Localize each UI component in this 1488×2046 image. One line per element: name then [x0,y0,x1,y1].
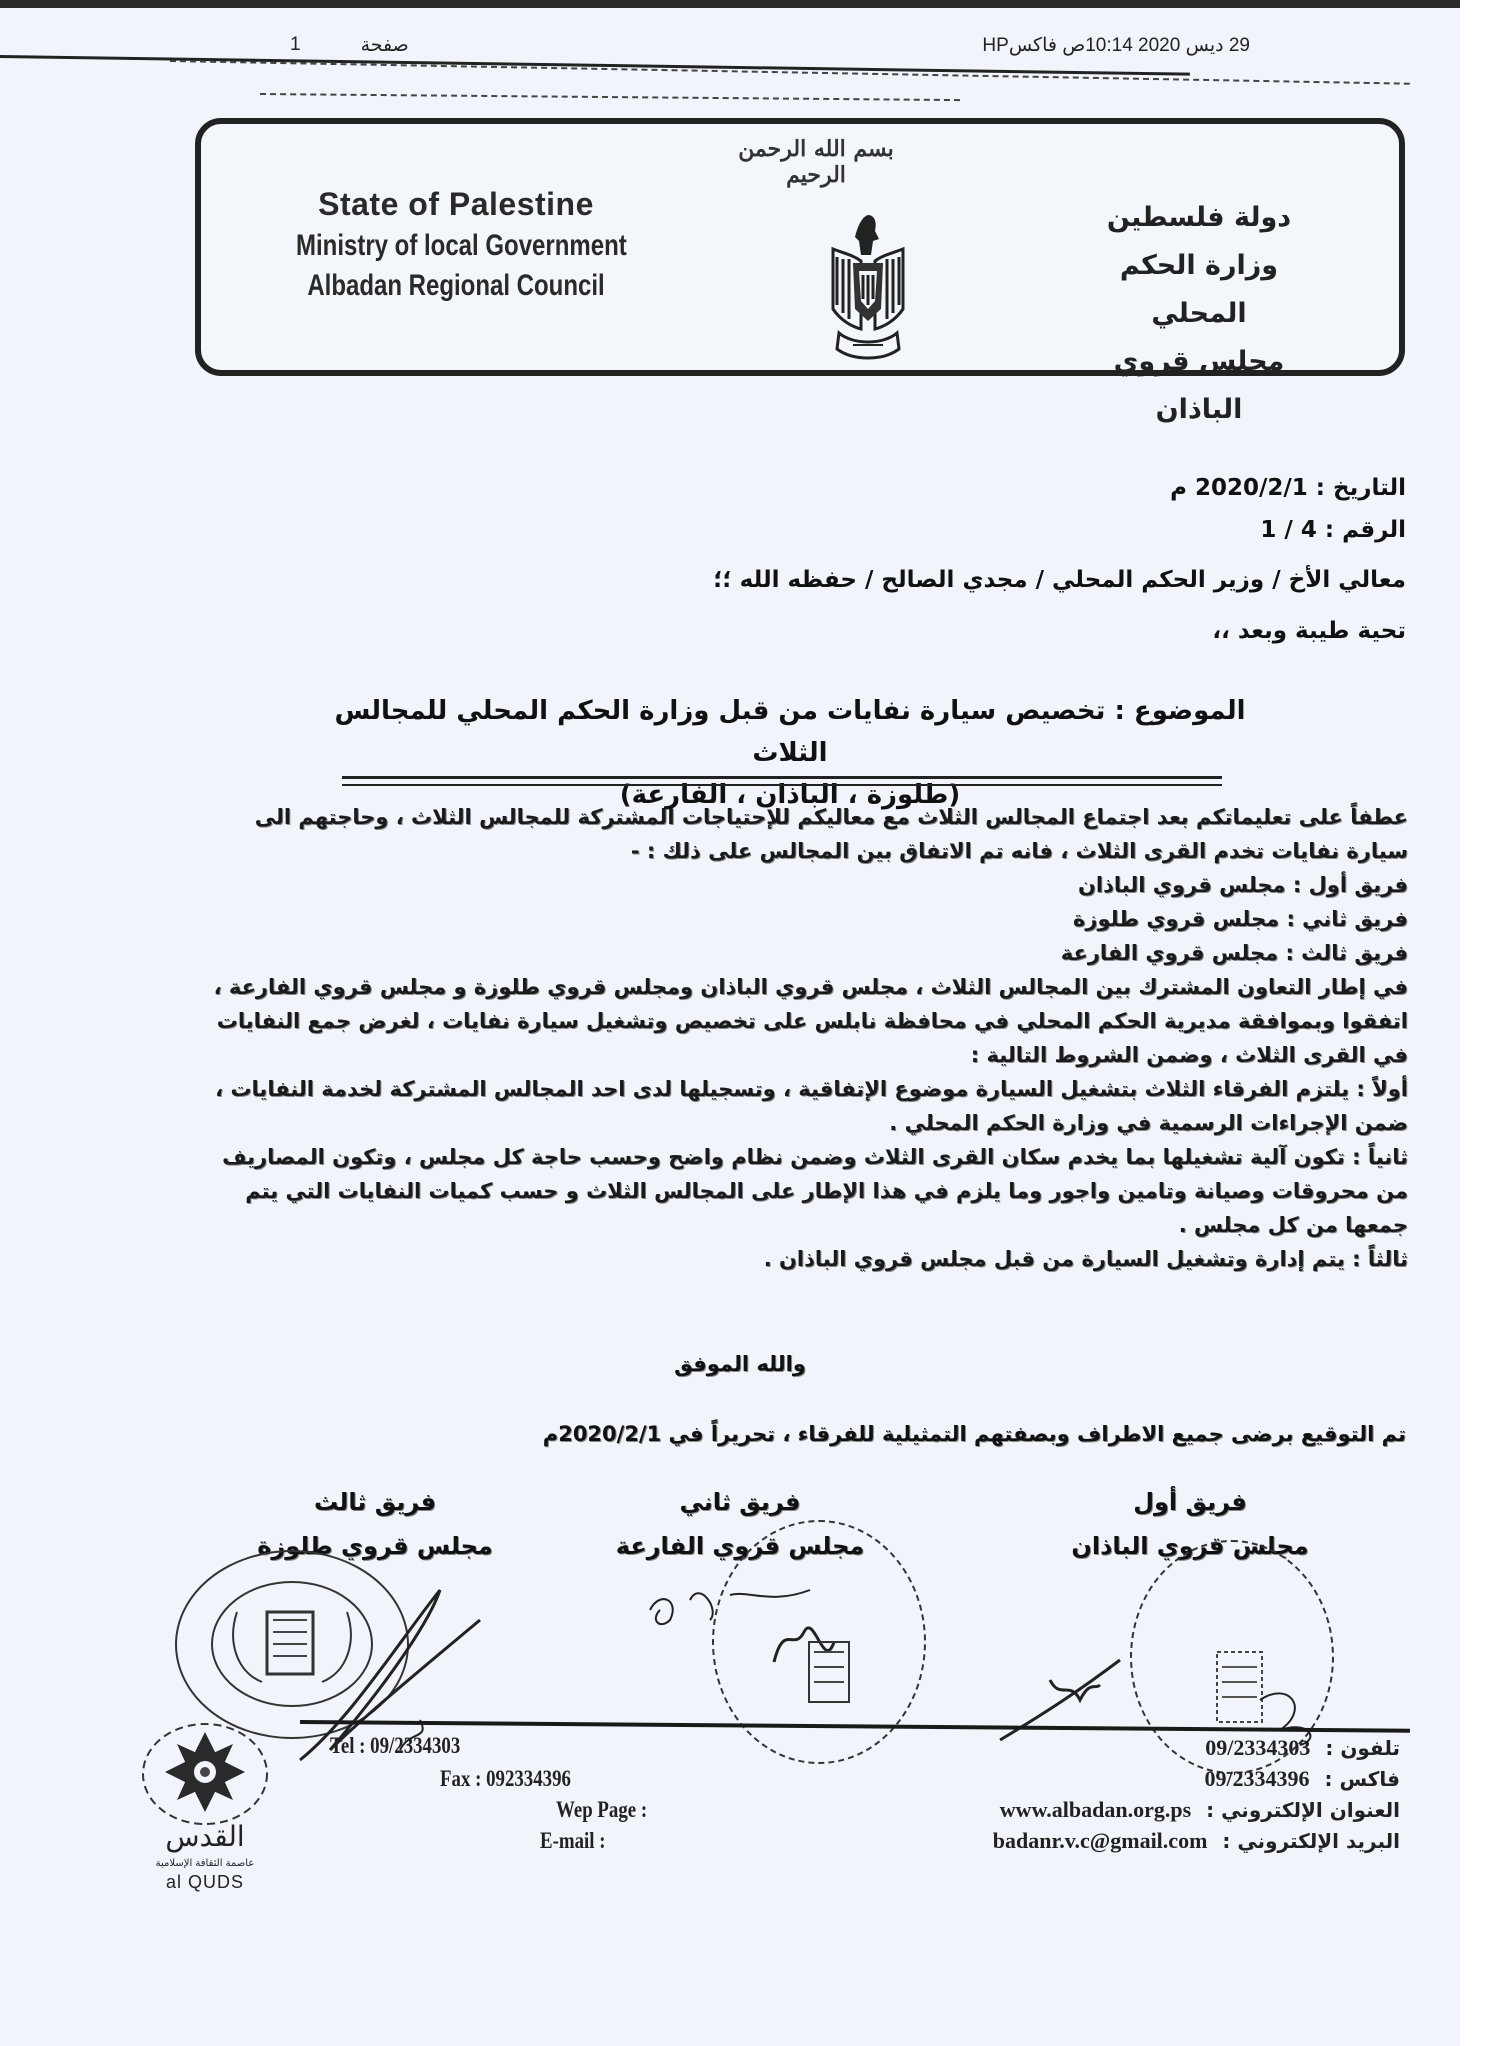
letterhead-state: State of Palestine [318,186,594,222]
fax-dashed-rule [170,60,1410,85]
footer-web-link[interactable]: www.albadan.org.ps [999,1797,1192,1822]
fax-header [290,30,1250,60]
fax-dashed-rule-2 [260,93,960,101]
letterhead-english [256,186,656,303]
signatory-council: مجلس قروي الفارعة [615,1532,865,1560]
body-intro: عطفاً على تعليماتكم بعد اجتماع المجالس الثلاث مع معاليكم للإحتياجات المشتركة للمجالس الثلاث ، وحاجتهم الى سيارة نفايات تخدم القرى الثلاث ، فانه تم الاتفاق بين المجالس على ذلك : - [254,805,1408,863]
fax-page-label: صفحة [360,34,409,56]
footer-tel-en: Tel : 09/2334303 [330,1733,461,1758]
al-quds-subtitle: عاصمة الثقافة الإسلامية [155,1858,255,1869]
signature-second-party-icon [640,1570,820,1640]
fax-timestamp: 29 ديس 2020 10:14ص فاكسHP [982,34,1250,56]
signature-first-party-icon [990,1640,1330,1750]
signatory-role: فريق ثالث [313,1488,437,1516]
footer-email-en: E-mail : [540,1828,606,1853]
signatory-role: فريق ثاني [679,1488,801,1516]
basmala: بسم الله الرحمن الرحيم [738,136,894,188]
footer-tel-label: تلفون : [1325,1736,1400,1760]
subject-line-2: (طلوزة ، الباذان ، الفارعة) [619,780,961,810]
letterhead [195,118,1405,425]
signatory-role: فريق أول [1133,1488,1247,1516]
letter-greeting: تحية طيبة وبعد ،، [1212,618,1406,644]
party-line-2: فريق ثاني : مجلس قروي طلوزة [1073,907,1408,931]
al-quds-arabic-title: القدس [165,1820,245,1853]
footer-tel-value: 09/2334303 [1205,1735,1311,1760]
letter-subject [310,690,1270,816]
scan-top-edge [0,0,1488,8]
fax-page-number: 1 [290,33,301,55]
palestine-eagle-emblem-icon [813,209,923,369]
letterhead-ministry: Ministry of local Government [296,229,627,262]
subject-underline [342,776,1222,786]
footer-fax-ar [1204,1766,1400,1792]
body-framework: في إطار التعاون المشترك بين المجالس الثلاث ، مجلس قروي الباذان ومجلس قروي طلوزة و مجلس قروي الفارعة ، اتفقوا وبموافقة مديرية الحكم المحلي في محافظة نابلس على تخصيص وتشغيل سيارة نفايات ، لغرض جمع النفايات في القرى الثلاث ، وضمن الشروط التالية : [213,975,1408,1067]
signatory-council: مجلس قروي الباذان [1071,1532,1309,1560]
fax-page-indicator [290,34,409,57]
scan-right-margin [1460,0,1488,2046]
closing-phrase: والله الموفق [674,1352,806,1376]
al-quds-english-title: al QUDS [165,1872,244,1892]
letter-date: التاريخ : 2020/2/1 م [1170,475,1406,501]
footer-fax-value: 09/2334396 [1204,1766,1310,1791]
footer-email-link[interactable]: badanr.v.c@gmail.com [992,1828,1208,1853]
party-line-1: فريق أول : مجلس قروي الباذان [1077,873,1408,897]
letter-body [200,800,1408,1276]
letterhead-ar-council: مجلس قروي الباذان [1113,346,1285,425]
subject-line-1: الموضوع : تخصيص سيارة نفايات من قبل وزارة الحكم المحلي للمجالس الثلاث [334,696,1246,768]
footer-fax-en: Fax : 092334396 [440,1766,571,1791]
letterhead-ar-state: دولة فلسطين [1106,202,1292,233]
footer-web-en: Wep Page : [556,1797,648,1822]
party-line-3: فريق ثالث : مجلس قروي الفارعة [1060,941,1408,965]
letter-addressee: معالي الأخ / وزير الحكم المحلي / مجدي الصالح / حفظه الله ؛؛ [713,567,1406,593]
condition-2: ثانياً : تكون آلية تشغيلها بما يخدم سكان القرى الثلاث وضمن نظام واضح وحسب حاجة كل مجلس ، وتكون المصاريف من محروقات وصيانة وتامين واجور وما يلزم في هذا الإطار على المجالس الثلاث و حسب كميات النفايات التي يتم جمعها من كل مجلس . [222,1145,1408,1237]
footer-tel-ar [1205,1735,1400,1761]
condition-1: أولاً : يلتزم الفرقاء الثلاث بتشغيل السيارة موضوع الإتفاقية ، وتسجيلها لدى احد المجالس المشتركة لخدمة النفايات ، ضمن الإجراءات الرسمية في وزارة الحكم المحلي . [215,1077,1408,1135]
letterhead-ar-ministry: وزارة الحكم المحلي [1119,250,1279,329]
condition-3: ثالثاً : يتم إدارة وتشغيل السيارة من قبل مجلس قروي الباذان . [763,1247,1408,1271]
letterhead-council: Albadan Regional Council [307,269,605,302]
footer-email-label: البريد الإلكتروني : [1222,1829,1400,1853]
footer-web-label: العنوان الإلكتروني : [1206,1798,1400,1822]
footer-web-ar [1000,1797,1400,1823]
signed-statement: تم التوقيع برضى جميع الاطراف وبصفتهم التمثيلية للفرقاء ، تحريراً في 2020/2/1م [542,1422,1406,1446]
letterhead-arabic [1069,194,1329,434]
signatory-council: مجلس قروي طلوزة [257,1532,493,1560]
footer-fax-label: فاكس : [1324,1767,1400,1791]
footer-email-ar [993,1828,1400,1854]
letter-reference: الرقم : 4 / 1 [1260,517,1406,543]
